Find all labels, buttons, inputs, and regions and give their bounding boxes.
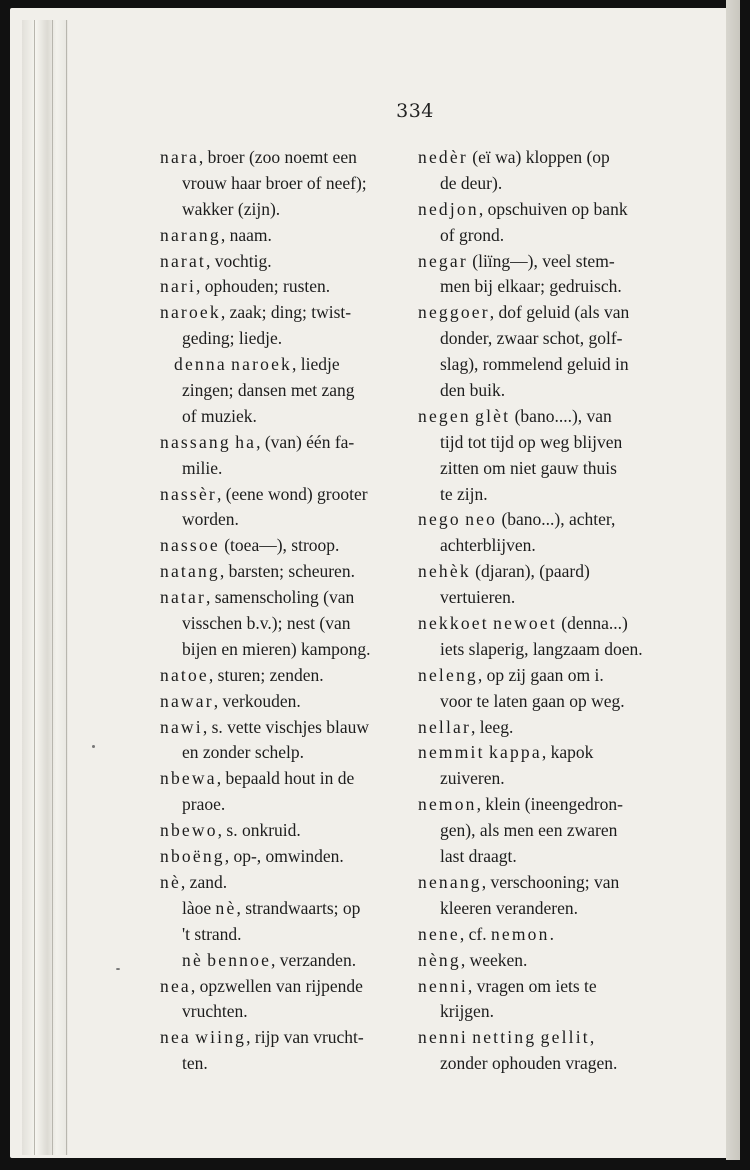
headword: narat [160, 250, 206, 271]
line-text: (eï wa) kloppen (op [467, 147, 610, 167]
line-text: , leeg. [471, 716, 514, 737]
line-text: , zaak; ding; twist- [220, 302, 352, 323]
line-text: làoe [182, 897, 212, 918]
dictionary-line [418, 948, 670, 974]
headword: nemon [490, 923, 550, 944]
headword: bennoe [207, 949, 272, 970]
line-text: of grond. [440, 224, 505, 245]
headword: gellit [540, 1027, 590, 1048]
dictionary-line [418, 585, 670, 611]
dictionary-line [418, 171, 670, 197]
dictionary-line [160, 456, 405, 482]
line-text: praoe. [182, 794, 226, 815]
line-text: , s. onkruid. [217, 820, 301, 841]
dictionary-line [160, 352, 405, 378]
line-text: , vochtig. [205, 250, 272, 271]
dictionary-line [160, 766, 405, 792]
dictionary-line [160, 326, 405, 352]
dictionary-line [418, 274, 670, 300]
line-text: , cf. [459, 923, 491, 944]
dictionary-line [418, 1025, 670, 1051]
headword: negen [418, 405, 471, 426]
line-text: (bano....), van [510, 405, 612, 426]
dictionary-line [160, 922, 405, 948]
line-text: krijgen. [440, 1001, 494, 1022]
line-text: zuiveren. [440, 768, 505, 789]
line-text: , samenscholing (van [205, 587, 355, 608]
dictionary-line [160, 637, 405, 663]
headword: natar [160, 587, 206, 608]
headword: nenni [418, 975, 468, 996]
line-text: worden. [182, 509, 239, 530]
line-text: tijd tot tijd op weg blijven [440, 431, 623, 452]
headword: naroek [160, 302, 221, 323]
line-text: men bij elkaar; gedruisch. [440, 276, 622, 297]
line-text: , verschooning; van [481, 871, 620, 892]
gutter-fold-line [66, 20, 67, 1155]
line-text: , [589, 1027, 595, 1048]
dictionary-line [160, 896, 405, 922]
headword: natoe [160, 664, 209, 685]
headword: nego [418, 509, 461, 530]
headword: nboëng [160, 846, 225, 867]
line-text: (denna...) [556, 613, 628, 634]
line-text: , kapok [541, 742, 594, 763]
line-text: , bepaald hout in de [216, 768, 355, 789]
dictionary-line [418, 352, 670, 378]
line-text: , op-, omwinden. [224, 846, 344, 867]
headword: natang [160, 561, 220, 582]
headword: ha [235, 431, 257, 452]
line-text: , opzwellen van rijpende [190, 975, 363, 996]
dictionary-line [160, 948, 405, 974]
headword: nemmit [418, 742, 485, 763]
dictionary-line [160, 559, 405, 585]
line-text: (liïng—), veel stem- [467, 250, 615, 271]
dictionary-line [160, 663, 405, 689]
dictionary-line [160, 999, 405, 1025]
dictionary-line [160, 507, 405, 533]
headword: neggoer [418, 302, 490, 323]
line-text: milie. [182, 457, 223, 478]
line-text: of muziek. [182, 405, 257, 426]
line-text: zingen; dansen met zang [182, 380, 355, 401]
headword: newoet [493, 613, 557, 634]
headword: nene [418, 923, 460, 944]
line-text: , vragen om iets te [467, 975, 597, 996]
line-text: vertuieren. [440, 587, 516, 608]
line-text: , strandwaarts; op [236, 897, 361, 918]
dictionary-line [160, 300, 405, 326]
line-text: ten. [182, 1053, 208, 1074]
line-text: den buik. [440, 380, 506, 401]
line-text: , s. vette vischjes blauw [202, 716, 370, 737]
dictionary-line [418, 740, 670, 766]
headword: nbewo [160, 820, 218, 841]
line-text: 't strand. [182, 923, 242, 944]
dictionary-line [418, 663, 670, 689]
dictionary-line [418, 404, 670, 430]
line-text: achterblijven. [440, 535, 536, 556]
headword: nenni [418, 1027, 468, 1048]
line-text: , sturen; zenden. [208, 664, 324, 685]
dictionary-line [160, 249, 405, 275]
line-text: voor te laten gaan op weg. [440, 690, 625, 711]
headword: wiing [195, 1027, 247, 1048]
headword: nemon [418, 794, 477, 815]
dictionary-line [418, 715, 670, 741]
headword: narang [160, 224, 221, 245]
dictionary-line [160, 844, 405, 870]
dictionary-line [418, 378, 670, 404]
dictionary-line [160, 611, 405, 637]
headword: nassoe [160, 535, 220, 556]
line-text: , zand. [180, 871, 228, 892]
line-text: , dof geluid (als van [489, 302, 630, 323]
line-text: , weeken. [460, 949, 528, 970]
ink-speck [92, 745, 95, 748]
line-text: (toea—), stroop. [219, 535, 340, 556]
dictionary-line [418, 300, 670, 326]
line-text: , ophouden; rusten. [196, 276, 331, 297]
headword: nari [160, 276, 197, 297]
line-text: visschen b.v.); nest (van [182, 613, 351, 634]
line-text: donder, zwaar schot, golf- [440, 328, 623, 349]
headword: nenang [418, 871, 482, 892]
dictionary-line [160, 378, 405, 404]
dictionary-line [418, 430, 670, 456]
line-text: , op zij gaan om i. [477, 664, 604, 685]
dictionary-line [418, 507, 670, 533]
line-text: vruchten. [182, 1001, 248, 1022]
headword: nekkoet [418, 613, 489, 634]
dictionary-line [418, 792, 670, 818]
dictionary-line [160, 740, 405, 766]
line-text: , opschuiven op bank [478, 198, 628, 219]
dictionary-line [418, 896, 670, 922]
dictionary-line [418, 689, 670, 715]
line-text: last draagt. [440, 846, 517, 867]
dictionary-line [418, 870, 670, 896]
line-text: (djaran), (paard) [470, 561, 590, 582]
dictionary-line [418, 922, 670, 948]
headword: nèng [418, 949, 461, 970]
line-text: de deur). [440, 172, 503, 193]
dictionary-line [418, 559, 670, 585]
dictionary-line [418, 533, 670, 559]
dictionary-line [160, 818, 405, 844]
dictionary-line [418, 637, 670, 663]
headword: nawi [160, 716, 203, 737]
line-text: , verzanden. [271, 949, 357, 970]
page-number: 334 [396, 100, 434, 122]
line-text: iets slaperig, langzaam doen. [440, 638, 643, 659]
dictionary-line [160, 1025, 405, 1051]
line-text: zitten om niet gauw thuis [440, 457, 617, 478]
headword: nassang [160, 431, 231, 452]
headword: nellar [418, 716, 472, 737]
gutter-fold-line [34, 20, 35, 1155]
ink-speck [116, 968, 120, 970]
line-text: , (eene wond) grooter [216, 483, 368, 504]
line-text: , (van) één fa- [256, 431, 355, 452]
dictionary-line [160, 197, 405, 223]
line-text: te zijn. [440, 483, 488, 504]
headword: nè [215, 897, 237, 918]
line-text: slag), rommelend geluid in [440, 354, 629, 375]
headword: naroek [231, 354, 292, 375]
line-text: wakker (zijn). [182, 198, 281, 219]
dictionary-line [418, 974, 670, 1000]
dictionary-line [418, 197, 670, 223]
dictionary-line [160, 533, 405, 559]
line-text: , naam. [220, 224, 272, 245]
dictionary-line [160, 145, 405, 171]
headword: netting [472, 1027, 537, 1048]
headword: denna [174, 354, 227, 375]
dictionary-line [418, 818, 670, 844]
dictionary-line [160, 482, 405, 508]
dictionary-line [160, 430, 405, 456]
line-text: gen), als men een zwaren [440, 820, 618, 841]
headword: nawar [160, 690, 214, 711]
line-text: zonder ophouden vragen. [440, 1053, 618, 1074]
page-gutter [22, 20, 68, 1155]
headword: nassèr [160, 483, 217, 504]
gutter-fold-line [52, 20, 53, 1155]
headword: nea [160, 975, 191, 996]
dictionary-line [160, 171, 405, 197]
headword: kappa [489, 742, 542, 763]
line-text: , klein (ineengedron- [476, 794, 623, 815]
line-text: , rijp van vrucht- [246, 1027, 364, 1048]
dictionary-line [418, 249, 670, 275]
headword: glèt [475, 405, 511, 426]
line-text: , broer (zoo noemt een [198, 147, 357, 167]
headword: neleng [418, 664, 478, 685]
headword: nehèk [418, 561, 471, 582]
dictionary-line [418, 482, 670, 508]
line-text: vrouw haar broer of neef); [182, 172, 367, 193]
dictionary-line [418, 223, 670, 249]
line-text: en zonder schelp. [182, 742, 304, 763]
right-column [418, 145, 670, 1077]
dictionary-line [160, 585, 405, 611]
dictionary-line [160, 870, 405, 896]
dictionary-line [418, 844, 670, 870]
headword: nea [160, 1027, 191, 1048]
line-text: bijen en mieren) kampong. [182, 638, 371, 659]
headword: nara [160, 147, 199, 167]
headword: nedjon [418, 198, 479, 219]
page-edge-shadow [726, 0, 740, 1160]
line-text: (bano...), achter, [497, 509, 616, 530]
line-text: , barsten; scheuren. [219, 561, 355, 582]
headword: nè [160, 871, 181, 892]
dictionary-line [160, 715, 405, 741]
dictionary-line [160, 223, 405, 249]
dictionary-line [160, 689, 405, 715]
headword: negar [418, 250, 468, 271]
dictionary-line [160, 404, 405, 430]
dictionary-line [418, 1051, 670, 1077]
left-column [160, 145, 405, 1077]
dictionary-line [418, 766, 670, 792]
dictionary-line [160, 792, 405, 818]
dictionary-line [160, 1051, 405, 1077]
line-text: , liedje [291, 354, 340, 375]
line-text: kleeren veranderen. [440, 897, 578, 918]
dictionary-line [418, 456, 670, 482]
dictionary-line [418, 999, 670, 1025]
headword: neo [465, 509, 498, 530]
dictionary-line [160, 974, 405, 1000]
dictionary-line [418, 326, 670, 352]
dictionary-line [160, 274, 405, 300]
line-text: . [549, 923, 554, 944]
headword: nè [182, 949, 203, 970]
headword: nbewa [160, 768, 217, 789]
line-text: geding; liedje. [182, 328, 283, 349]
headword: nedèr [418, 147, 468, 167]
line-text: , verkouden. [213, 690, 301, 711]
dictionary-line [418, 145, 670, 171]
dictionary-line [418, 611, 670, 637]
